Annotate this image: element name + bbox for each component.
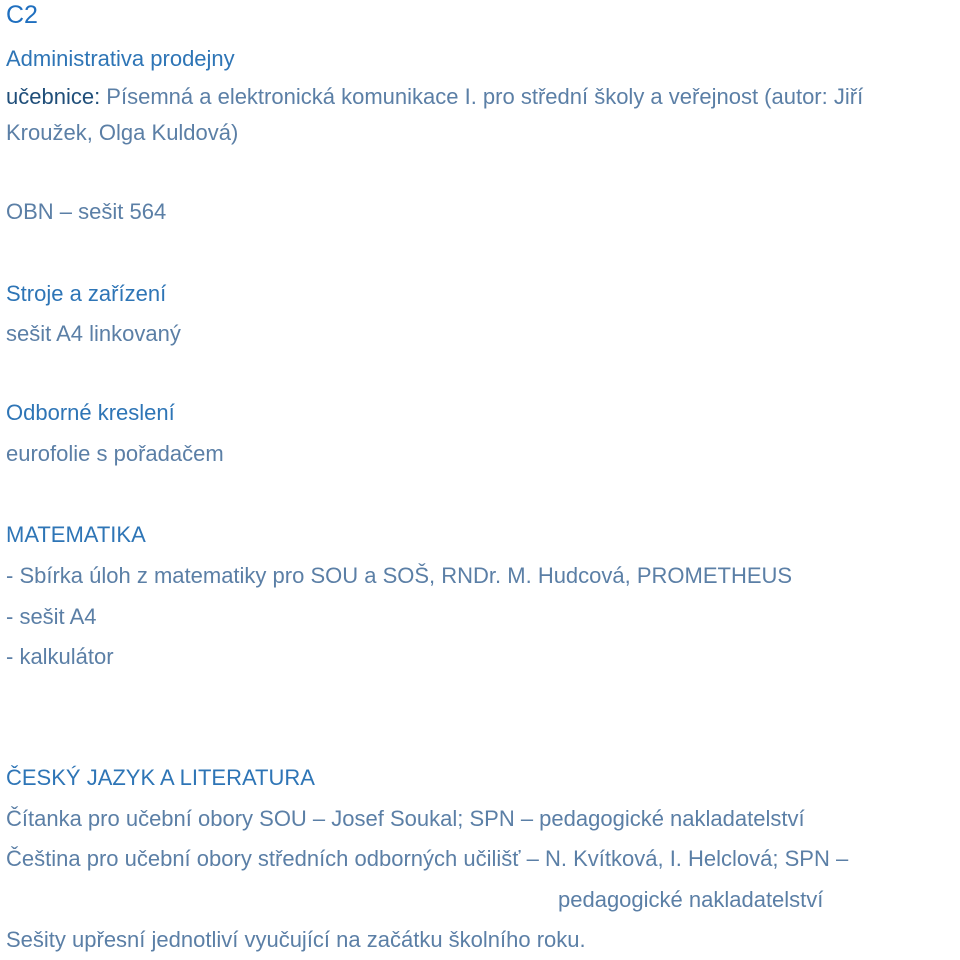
matematika-item: - kalkulátor [6,644,114,669]
heading-odborne-kresleni: Odborné kreslení [6,400,175,425]
matematika-item: - sešit A4 [6,604,97,629]
textbook-label: učebnice: [6,84,101,109]
cesky-line-1: Čítanka pro učební obory SOU – Josef Soukal; SPN – pedagogické nakladatelství [6,806,805,831]
obn-text: OBN – sešit 564 [6,199,167,224]
heading-cesky-jazyk: ČESKÝ JAZYK A LITERATURA [6,765,315,790]
textbook-title: Písemná a elektronická komunikace I. pro střední školy a veřejnost (autor: Jiří [100,84,864,109]
stroje-text: sešit A4 linkovaný [6,321,181,346]
textbook-line-2: Kroužek, Olga Kuldová) [6,120,239,145]
cesky-line-2: Čeština pro učební obory středních odborných učilišť – N. Kvítková, I. Helclová; SPN – [6,846,849,871]
heading-administrativa: Administrativa prodejny [6,46,235,71]
cesky-line-3: pedagogické nakladatelství [558,887,824,912]
kresleni-text: eurofolie s pořadačem [6,441,224,466]
heading-matematika: MATEMATIKA [6,522,146,547]
heading-stroje: Stroje a zařízení [6,281,167,306]
cesky-line-4: Sešity upřesní jednotliví vyučující na začátku školního roku. [6,927,586,952]
matematika-item: - Sbírka úloh z matematiky pro SOU a SOŠ, RNDr. M. Hudcová, PROMETHEUS [6,563,793,588]
textbook-line-1 [6,84,863,110]
class-code: C2 [6,1,38,29]
